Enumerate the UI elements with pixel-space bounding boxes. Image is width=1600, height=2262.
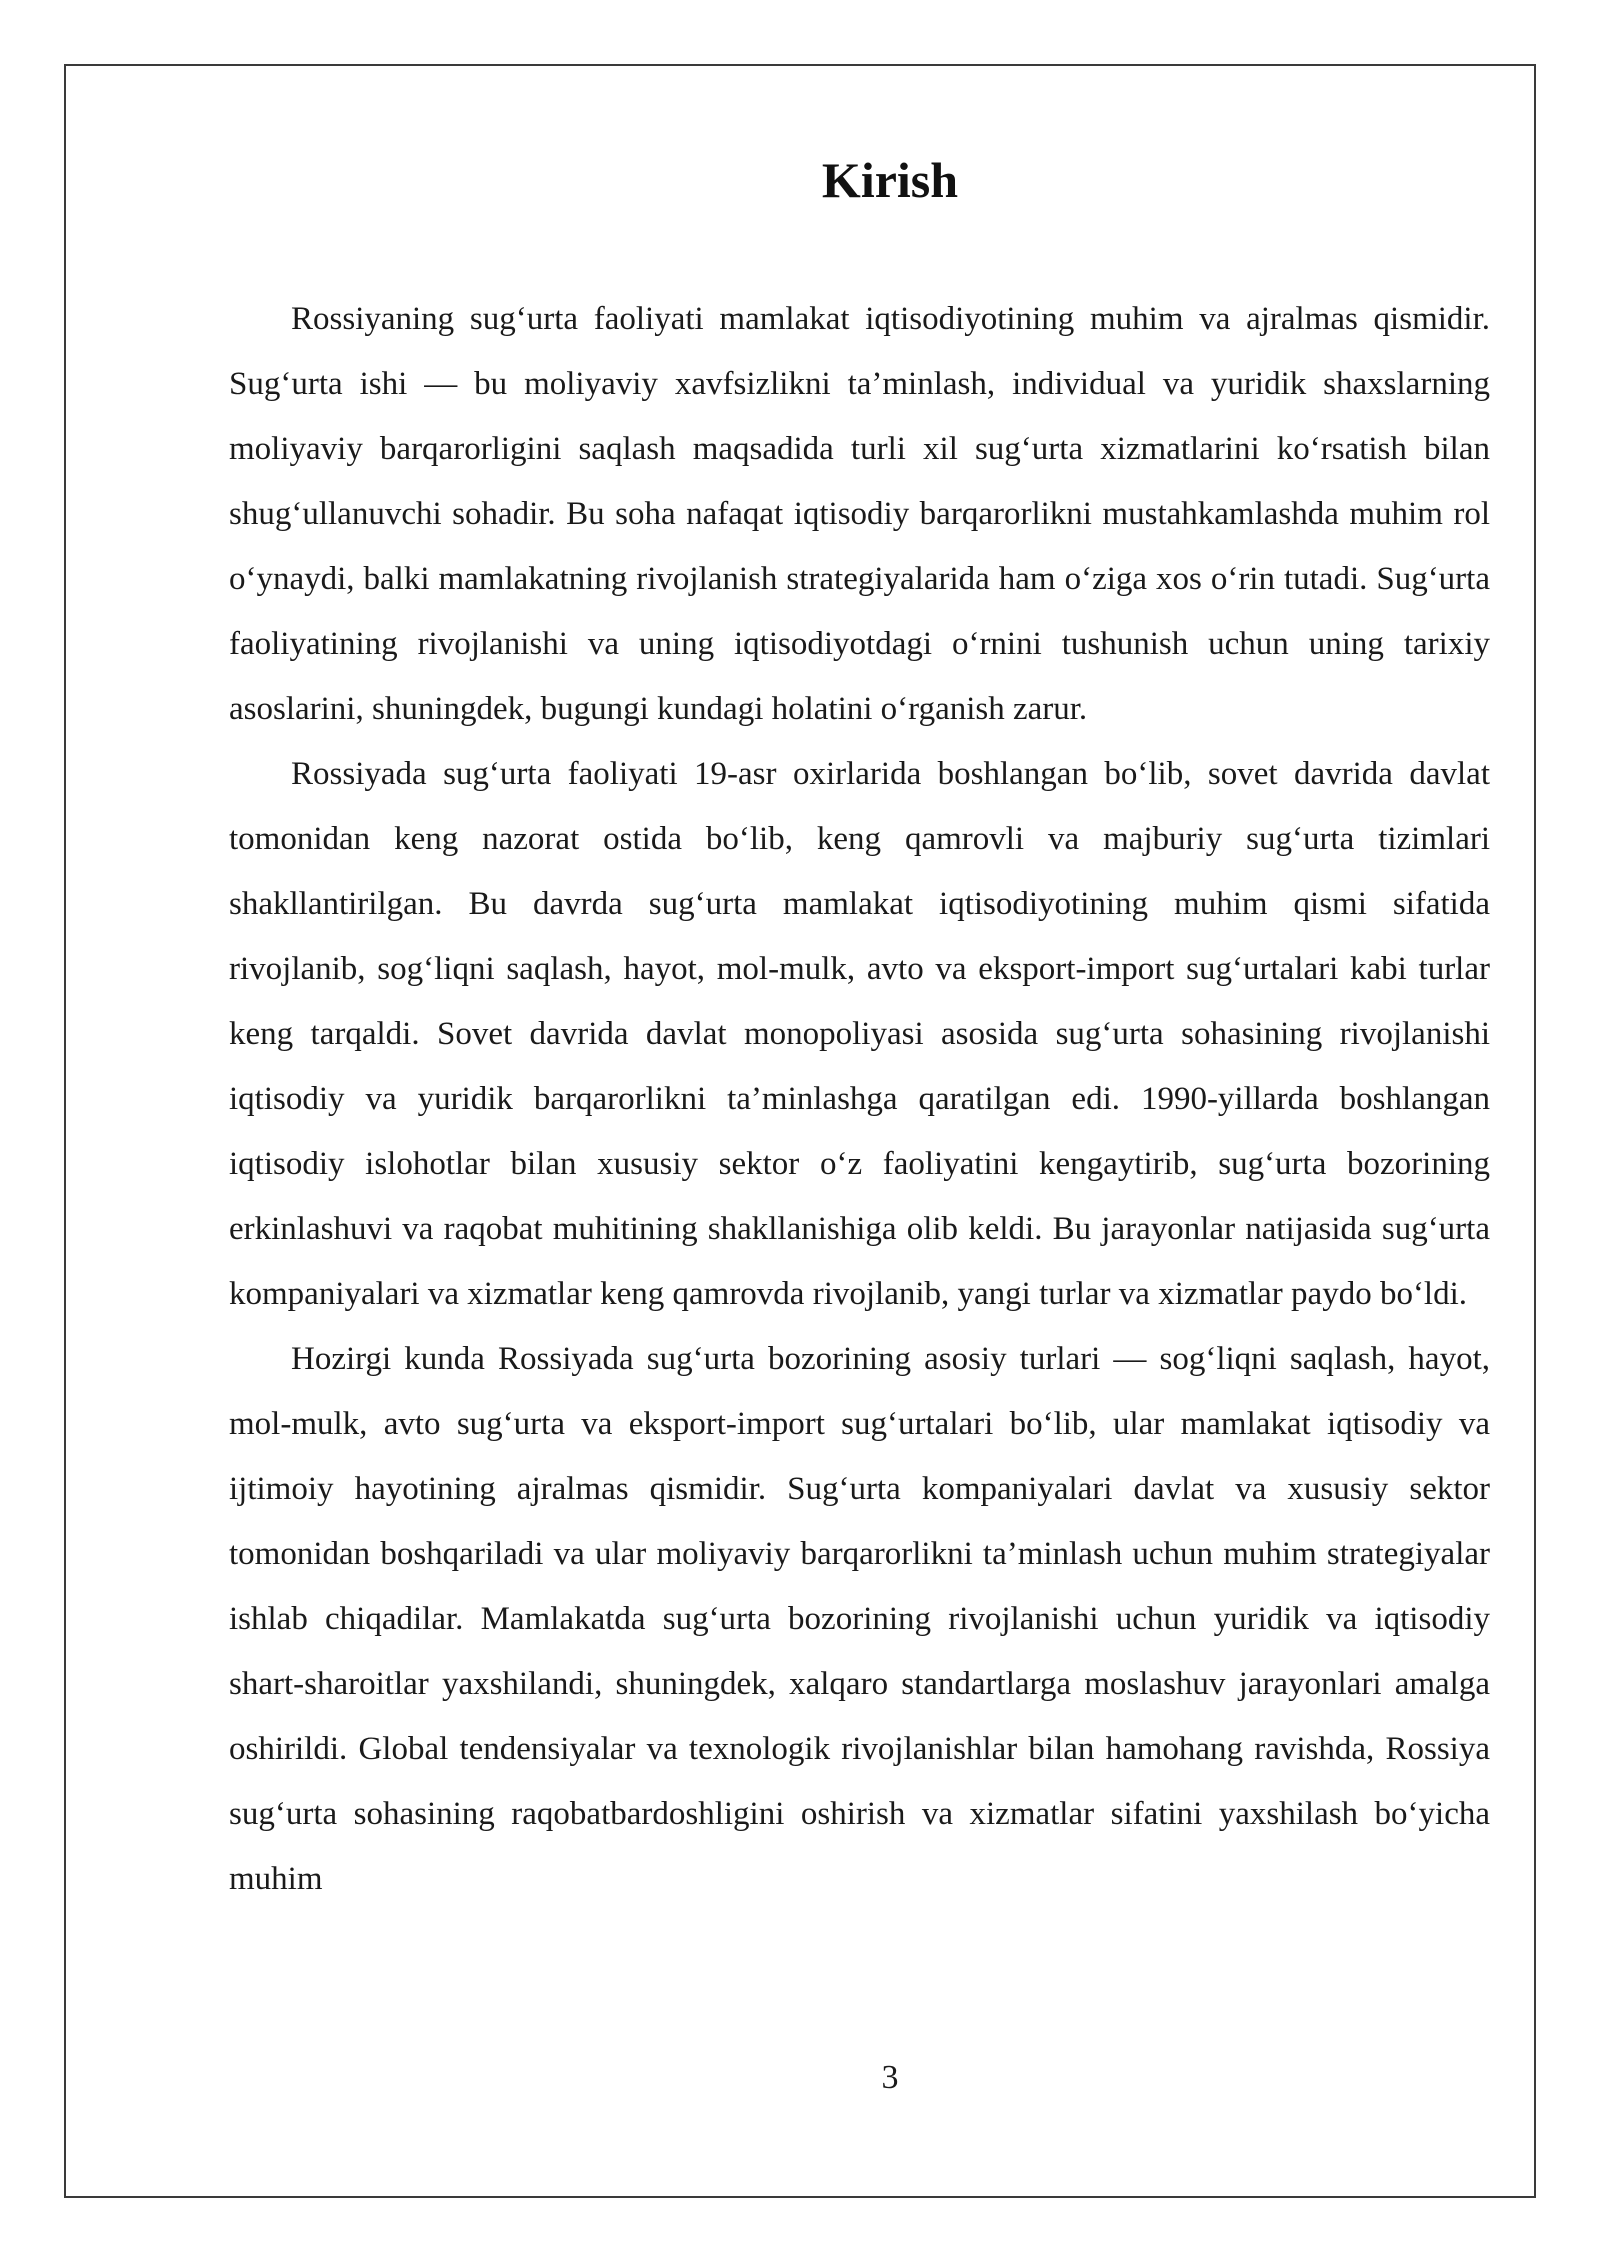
page-title: Kirish (821, 152, 959, 208)
paragraph-1: Rossiyaning sug‘urta faoliyati mamlakat iqtisodiyotining muhim va ajralmas qismidir. Sug‘urta ishi — bu moliyaviy xavfsizlikni ta’minlash, individual va yuridik shaxslarning moliyaviy barqarorligini saqlash maqsadida turli xil sug‘urta xizmatlarini ko‘rsatish bilan shug‘ullanuvchi sohadir. Bu soha nafaqat iqtisodiy barqarorlikni mustahkamlashda muhim rol o‘ynaydi, balki mamlakatning rivojlanish strategiyalarida ham o‘ziga xos o‘rin tutadi. Sug‘urta faoliyatining rivojlanishi va uning iqtisodiyotdagi o‘rnini tushunish uchun uning tarixiy asoslarini, shuningdek, bugungi kundagi holatini o‘rganish zarur. (229, 301, 1490, 727)
body-text (229, 287, 1490, 1912)
paragraph-3: Hozirgi kunda Rossiyada sug‘urta bozorining asosiy turlari — sog‘liqni saqlash, hayot, mol-mulk, avto sug‘urta va eksport-import sug‘urtalari bo‘lib, ular mamlakat iqtisodiy va ijtimoiy hayotining ajralmas qismidir. Sug‘urta kompaniyalari davlat va xususiy sektor tomonidan boshqariladi va ular moliyaviy barqarorlikni ta’minlash uchun muhim strategiyalar ishlab chiqadilar. Mamlakatda sug‘urta bozorining rivojlanishi uchun yuridik va iqtisodiy shart-sharoitlar yaxshilandi, shuningdek, xalqaro standartlarga moslashuv jarayonlari amalga oshirildi. Global tendensiyalar va texnologik rivojlanishlar bilan hamohang ravishda, Rossiya sug‘urta sohasining raqobatbardoshligini oshirish va xizmatlar sifatini yaxshilash bo‘yicha muhim (229, 1341, 1490, 1897)
page-number: 3 (881, 2059, 899, 2096)
paragraph-2: Rossiyada sug‘urta faoliyati 19-asr oxirlarida boshlangan bo‘lib, sovet davrida davlat tomonidan keng nazorat ostida bo‘lib, keng qamrovli va majburiy sug‘urta tizimlari shakllantirilgan. Bu davrda sug‘urta mamlakat iqtisodiyotining muhim qismi sifatida rivojlanib, sog‘liqni saqlash, hayot, mol-mulk, avto va eksport-import sug‘urtalari kabi turlar keng tarqaldi. Sovet davrida davlat monopoliyasi asosida sug‘urta sohasining rivojlanishi iqtisodiy va yuridik barqarorlikni ta’minlashga qaratilgan edi. 1990-yillarda boshlangan iqtisodiy islohotlar bilan xususiy sektor o‘z faoliyatini kengaytirib, sug‘urta bozorining erkinlashuvi va raqobat muhitining shakllanishiga olib keldi. Bu jarayonlar natijasida sug‘urta kompaniyalari va xizmatlar keng qamrovda rivojlanib, yangi turlar va xizmatlar paydo bo‘ldi. (229, 756, 1490, 1312)
